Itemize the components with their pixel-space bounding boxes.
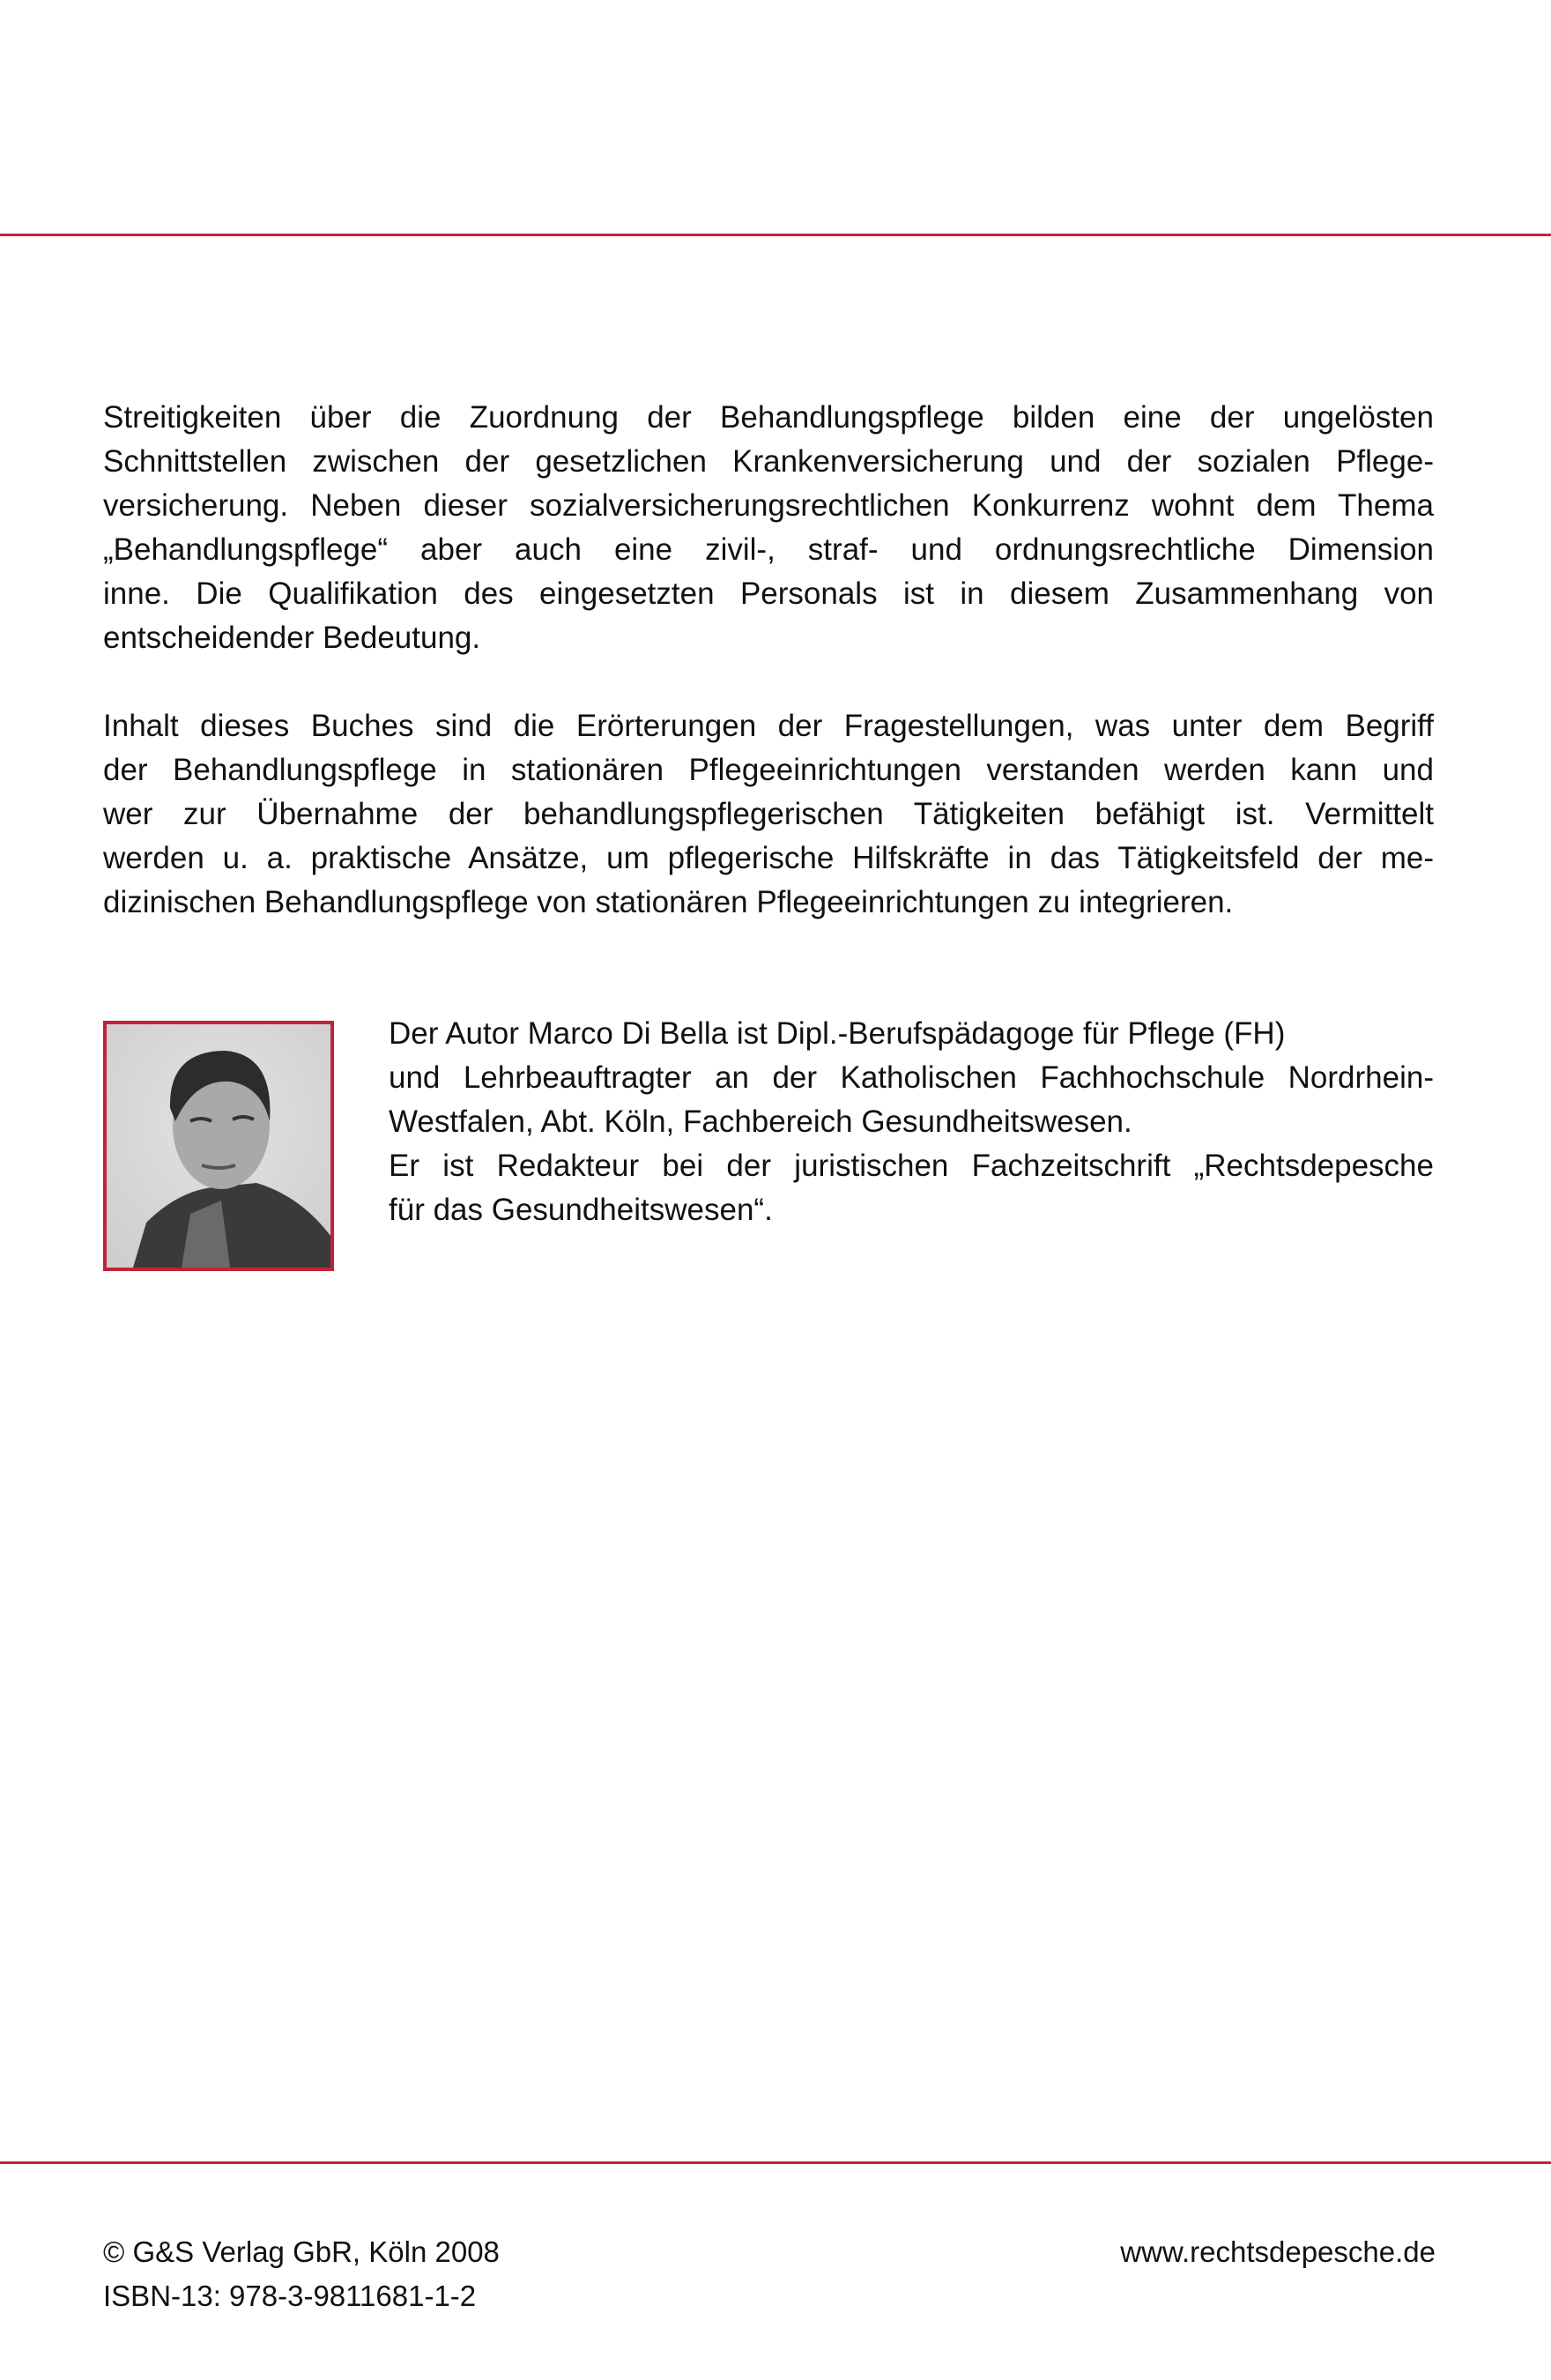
bottom-divider [0,2161,1551,2164]
text-line: „Behandlungspflege“ aber auch eine zivil-, straf- und ordnungsrechtliche Dimension [103,532,1434,567]
text-line: versicherung. Neben dieser sozialversicherungsrechtlichen Konkurrenz wohnt dem Thema [103,488,1434,523]
text-line: werden u. a. praktische Ansätze, um pflegerische Hilfskräfte in das Tätigkeitsfeld der me- [103,841,1434,875]
text-line: wer zur Übernahme der behandlungspflegerischen Tätigkeiten befähigt ist. Vermittelt [103,797,1434,831]
text-line: der Behandlungspflege in stationären Pflegeeinrichtungen verstanden werden kann und [103,753,1434,787]
top-divider [0,234,1551,236]
text-line: dizinischen Behandlungspflege von stationären Pflegeeinrichtungen zu integrieren. [103,885,1234,919]
isbn-text: ISBN-13: 978-3-9811681-1-2 [103,2280,477,2312]
text-line: Inhalt dieses Buches sind die Erörterungen der Fragestellungen, was unter dem Begriff [103,709,1434,743]
text-line: Westfalen, Abt. Köln, Fachbereich Gesundheitswesen. [389,1104,1132,1139]
text-line: Der Autor Marco Di Bella ist Dipl.-Berufspädagoge für Pflege (FH) [389,1016,1286,1051]
text-line: Streitigkeiten über die Zuordnung der Behandlungspflege bilden eine der ungelösten [103,400,1434,435]
text-line: Er ist Redakteur bei der juristischen Fachzeitschrift „Rechtsdepesche [389,1149,1434,1183]
text-line: inne. Die Qualifikation des eingesetzten Personals ist in diesem Zusammenhang von [103,576,1434,611]
text-line: Schnittstellen zwischen der gesetzlichen Krankenversicherung und der sozialen Pflege- [103,444,1434,479]
copyright-text: © G&S Verlag GbR, Köln 2008 [103,2235,500,2268]
author-photo [103,1021,334,1271]
author-bio [389,1012,1434,1232]
author-portrait-icon [107,1024,330,1268]
website-link[interactable]: www.rechtsdepesche.de [1120,2235,1436,2268]
text-line: entscheidender Bedeutung. [103,621,481,655]
text-line: und Lehrbeauftragter an der Katholischen Fachhochschule Nordrhein- [389,1060,1434,1095]
description-paragraph-2 [103,704,1434,925]
text-line: für das Gesundheitswesen“. [389,1193,773,1227]
description-paragraph-1 [103,396,1434,660]
